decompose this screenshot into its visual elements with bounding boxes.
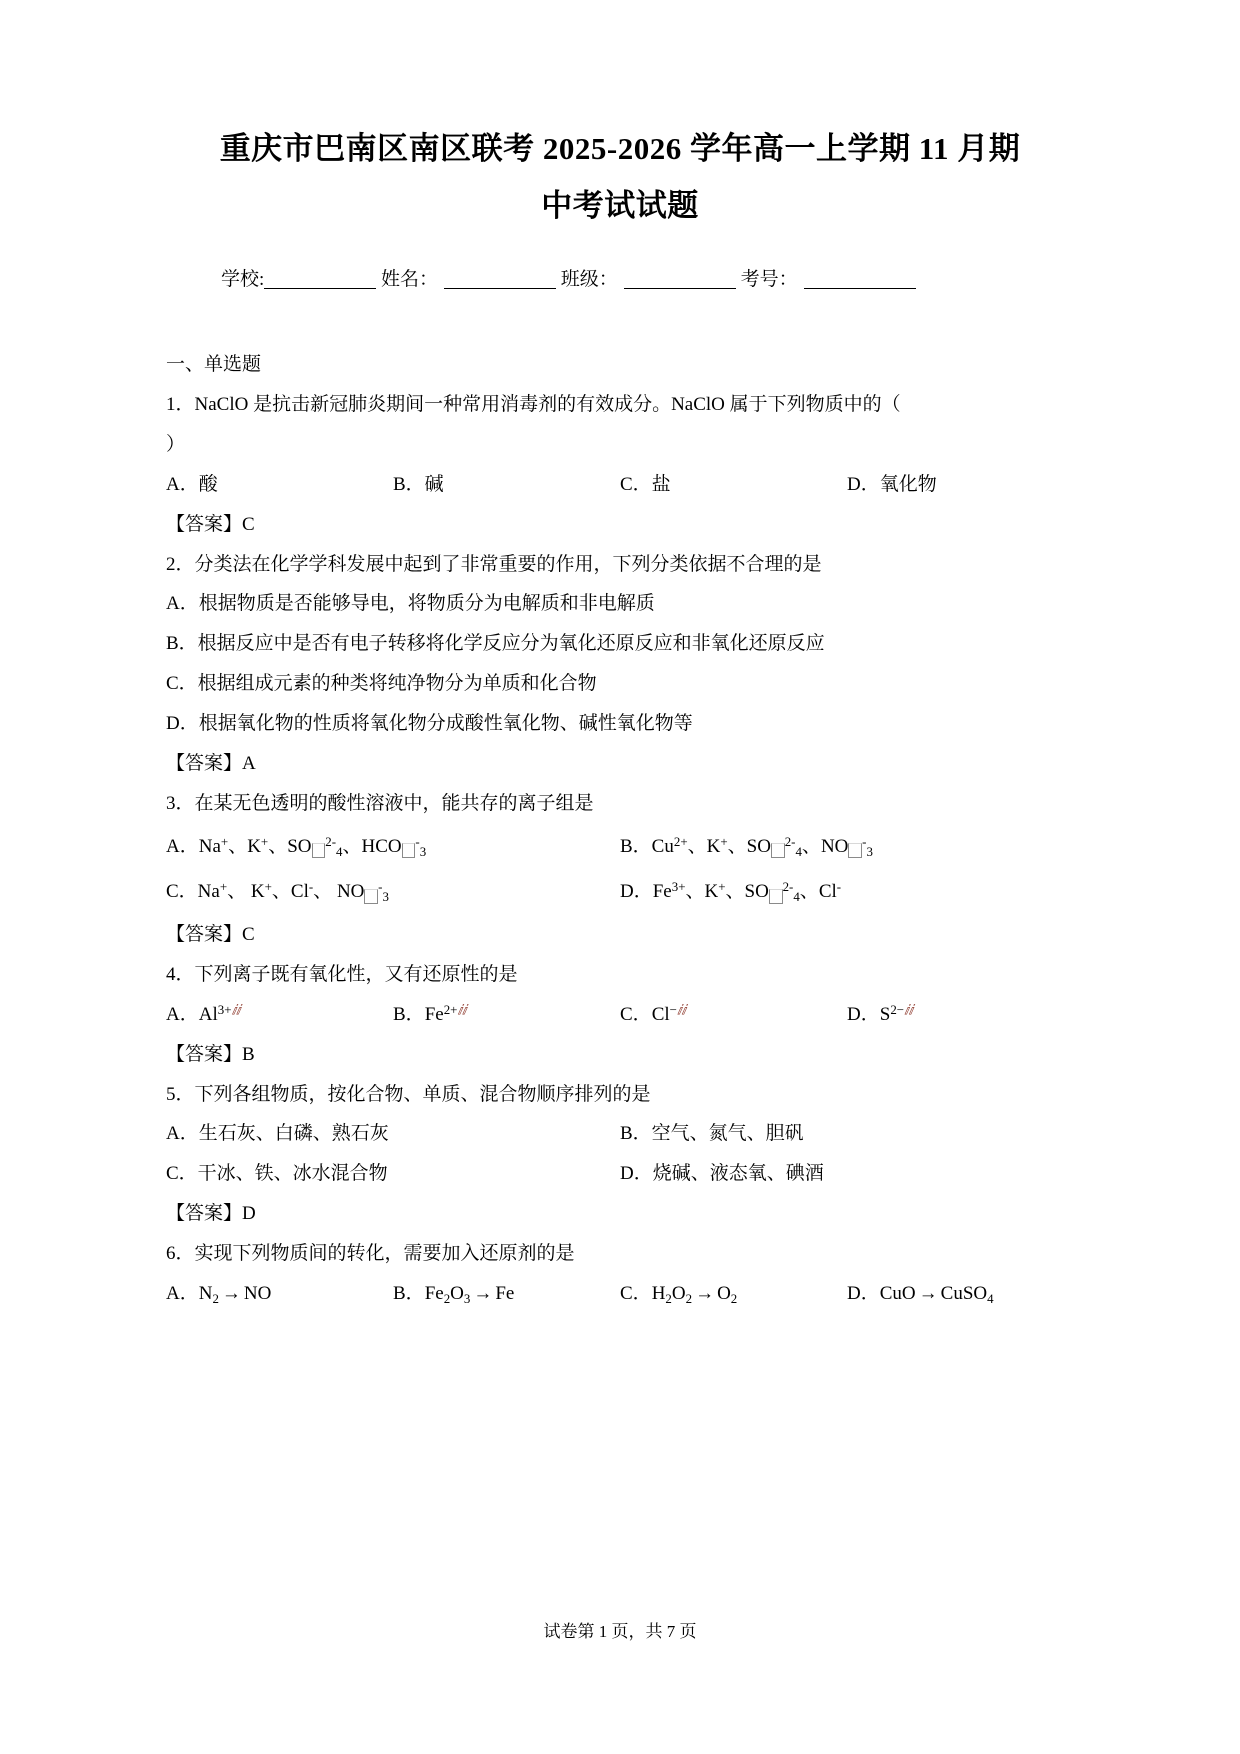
- question-5-options-row-2: [166, 1154, 1074, 1194]
- question-6-options: [166, 1274, 1074, 1314]
- artifact-glyph-icon: ⅈⅈ: [457, 1002, 467, 1018]
- question-1-option-a[interactable]: A．酸: [166, 473, 218, 495]
- arrow-icon: →: [918, 1282, 938, 1304]
- question-2-option-c[interactable]: C．根据组成元素的种类将纯净物分为单质和化合物: [166, 673, 597, 695]
- question-1-option-c[interactable]: C．盐: [620, 473, 671, 495]
- question-1-answer: 【答案】C: [166, 513, 255, 535]
- question-6-option-a[interactable]: A．$N_2$ → NO: [166, 1282, 272, 1307]
- question-3-options-row-2: [166, 869, 1074, 915]
- question-4-option-c[interactable]: C．$Cl^{-ⅈⅈ}$: [620, 1001, 686, 1025]
- question-1-stem: 1．NaClO 是抗击新冠肺炎期间一种常用消毒剂的有效成分。NaClO 属于下列物质中的（: [166, 393, 901, 415]
- school-field: [221, 269, 376, 290]
- missing-glyph-icon: [364, 889, 378, 904]
- name-label: 姓名：: [381, 268, 439, 290]
- question-1-stem-cont: ）: [166, 433, 186, 455]
- question-2-option-d[interactable]: D．根据氧化物的性质将氧化物分成酸性氧化物、碱性氧化物等: [166, 713, 693, 735]
- arrow-icon: →: [695, 1282, 715, 1304]
- question-6-option-b[interactable]: B．$Fe_2O_3 \to Fe$: [393, 1282, 515, 1307]
- question-5-answer: 【答案】D: [166, 1203, 256, 1225]
- missing-glyph-icon: [848, 843, 862, 858]
- question-1-options: [166, 465, 1074, 505]
- question-5-option-c[interactable]: C．干冰、铁、冰水混合物: [166, 1163, 388, 1185]
- question-3-option-c[interactable]: C．Na+、 K+、Cl-、 NO -$_3$: [166, 879, 389, 905]
- section-heading: 一、单选题: [166, 354, 262, 376]
- question-4-option-d[interactable]: D．$S^{2-ⅈⅈ}$: [847, 1001, 913, 1025]
- student-info-line: [166, 265, 1074, 295]
- question-6-option-c[interactable]: C．$H_2O_2 \to O_2$: [620, 1282, 738, 1307]
- question-4-answer: 【答案】B: [166, 1043, 255, 1065]
- missing-glyph-icon: [771, 843, 785, 858]
- question-6-option-d[interactable]: D．CuO → CuSO$_4$: [847, 1282, 994, 1307]
- question-5-option-b[interactable]: B．空气、氮气、胆矾: [620, 1123, 804, 1145]
- class-field: [561, 269, 736, 290]
- artifact-glyph-icon: ⅈⅈ: [231, 1002, 241, 1018]
- question-4-option-b[interactable]: B．$Fe^{2+ⅈⅈ}$: [393, 1001, 467, 1025]
- question-3-option-b[interactable]: B．$Cu^{2+}$、K+、SO $^{2-}_4$、NO -$_3$: [620, 833, 873, 859]
- question-2-option-a[interactable]: A．根据物质是否能够导电，将物质分为电解质和非电解质: [166, 593, 655, 615]
- exam-no-field: [741, 269, 916, 290]
- question-3-answer: 【答案】C: [166, 923, 255, 945]
- school-label: 学校:: [221, 268, 265, 290]
- question-6-stem: 6．实现下列物质间的转化，需要加入还原剂的是: [166, 1243, 575, 1265]
- page-footer: 试卷第 1 页，共 7 页: [543, 1622, 697, 1641]
- missing-glyph-icon: [769, 889, 783, 904]
- exam-no-input[interactable]: [804, 269, 916, 289]
- missing-glyph-icon: [312, 843, 326, 858]
- question-2-option-b[interactable]: B．根据反应中是否有电子转移将化学反应分为氧化还原反应和非氧化还原反应: [166, 633, 825, 655]
- question-5-stem: 5．下列各组物质，按化合物、单质、混合物顺序排列的是: [166, 1083, 651, 1105]
- question-5-options-row-1: [166, 1114, 1074, 1154]
- class-input[interactable]: [624, 269, 736, 289]
- question-3-option-d[interactable]: D．$Fe^{3+}$、K+、SO $^{2-}_4$、Cl-: [620, 879, 842, 905]
- name-field: [381, 269, 556, 290]
- arrow-icon: →: [473, 1282, 493, 1304]
- question-4-options: [166, 995, 1074, 1035]
- title-line-2: 中考试试题: [541, 188, 699, 224]
- question-4-option-a[interactable]: A．$Al^{3+ⅈⅈ}$: [166, 1001, 241, 1025]
- title-line-1: 重庆市巴南区南区联考 2025-2026 学年高一上学期 11 月期: [219, 131, 1021, 166]
- question-3-option-a[interactable]: A．Na+、K+、SO $^{2-}_4$、HCO -$_3$: [166, 833, 427, 859]
- question-2-stem: 2．分类法在化学学科发展中起到了非常重要的作用，下列分类依据不合理的是: [166, 553, 822, 575]
- page-title: [166, 120, 1074, 235]
- school-input[interactable]: [264, 269, 376, 289]
- question-3-options-row-1: [166, 824, 1074, 870]
- question-5-option-d[interactable]: D．烧碱、液态氧、碘酒: [620, 1163, 824, 1185]
- question-2-answer: 【答案】A: [166, 752, 256, 774]
- artifact-glyph-icon: ⅈⅈ: [904, 1002, 913, 1018]
- class-label: 班级：: [560, 268, 618, 290]
- exam-no-label: 考号：: [740, 268, 798, 290]
- missing-glyph-icon: [402, 843, 416, 858]
- question-3-stem: 3．在某无色透明的酸性溶液中，能共存的离子组是: [166, 792, 594, 814]
- arrow-icon: →: [221, 1282, 241, 1304]
- question-1-option-b[interactable]: B．碱: [393, 473, 444, 495]
- question-5-option-a[interactable]: A．生石灰、白磷、熟石灰: [166, 1123, 389, 1145]
- name-input[interactable]: [444, 269, 556, 289]
- artifact-glyph-icon: ⅈⅈ: [676, 1002, 686, 1018]
- question-1-option-d[interactable]: D．氧化物: [847, 473, 937, 495]
- question-4-stem: 4．下列离子既有氧化性，又有还原性的是: [166, 963, 518, 985]
